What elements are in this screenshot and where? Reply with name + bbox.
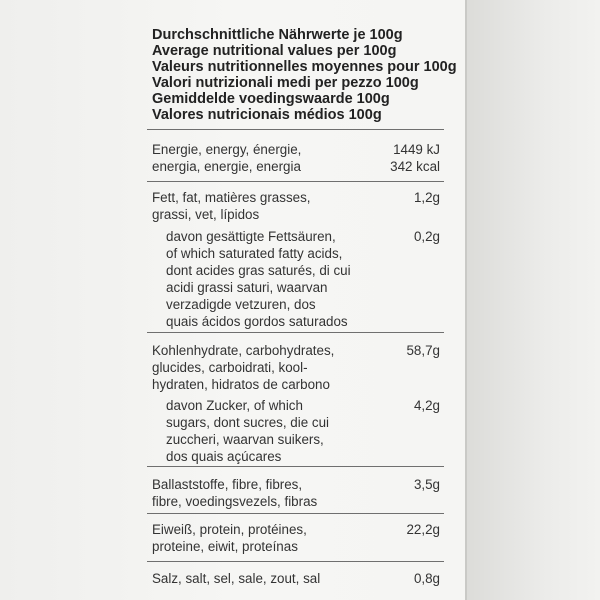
row-salt [152, 570, 440, 587]
divider-rule [147, 466, 444, 467]
saturates-value: 0,2g [413, 229, 440, 244]
energy-value [390, 141, 440, 175]
protein-label-line: Eiweiß, protein, protéines, [152, 522, 307, 537]
header-line-fr: Valeurs nutritionnelles moyennes pour 100g [152, 59, 457, 75]
salt-value: 0,8g [413, 571, 440, 586]
package-fold-edge [465, 0, 467, 600]
carbohydrates-label-line: glucides, carboidrati, kool- [152, 360, 308, 375]
package-side-shade [467, 0, 600, 600]
saturates-label-line: verzadigde vetzuren, dos [166, 297, 316, 312]
sugars-label [166, 397, 376, 465]
sugars-label-line: davon Zucker, of which [166, 398, 303, 413]
protein-label-line: proteine, eiwit, proteínas [152, 539, 298, 554]
header-line-nl: Gemiddelde voedingswaarde 100g [152, 91, 390, 107]
carbohydrates-label [152, 342, 372, 393]
energy-label-line: Energie, energy, énergie, [152, 142, 302, 157]
protein-label [152, 521, 372, 555]
energy-label [152, 141, 372, 175]
salt-label-line: Salz, salt, sel, sale, zout, sal [152, 571, 321, 586]
row-fibre [152, 476, 440, 510]
nutrition-header [152, 27, 457, 123]
sugars-value: 4,2g [413, 398, 440, 413]
saturates-label-line: quais ácidos gordos saturados [166, 314, 348, 329]
sugars-label-line: dos quais açúcares [166, 449, 282, 464]
fat-value: 1,2g [413, 190, 440, 205]
carbohydrates-label-line: hydraten, hidratos de carbono [152, 377, 330, 392]
fibre-label [152, 476, 372, 510]
row-fat [152, 189, 440, 223]
header-line-de: Durchschnittliche Nährwerte je 100g [152, 27, 403, 43]
fibre-label-line: fibre, voedingsvezels, fibras [152, 494, 318, 509]
row-protein [152, 521, 440, 555]
energy-kcal: 342 kcal [390, 159, 440, 174]
divider-rule [147, 561, 444, 562]
fat-label-line: grassi, vet, lípidos [152, 207, 260, 222]
row-sugars [166, 397, 440, 465]
protein-value: 22,2g [406, 522, 440, 537]
energy-kj: 1449 kJ [393, 142, 440, 157]
saturates-label-line: dont acides gras saturés, di cui [166, 263, 351, 278]
sugars-label-line: zuccheri, waarvan suikers, [166, 432, 324, 447]
fibre-value: 3,5g [413, 477, 440, 492]
header-line-en: Average nutritional values per 100g [152, 43, 397, 59]
sugars-label-line: sugars, dont sucres, die cui [166, 415, 330, 430]
row-energy [152, 141, 440, 175]
carbohydrates-value: 58,7g [406, 343, 440, 358]
carbohydrates-label-line: Kohlenhydrate, carbohydrates, [152, 343, 335, 358]
header-line-it: Valori nutrizionali medi per pezzo 100g [152, 75, 419, 91]
saturates-label-line: davon gesättigte Fettsäuren, [166, 229, 336, 244]
row-saturates [166, 228, 440, 330]
energy-label-line: energia, energie, energia [152, 159, 301, 174]
divider-rule [147, 332, 444, 333]
fat-label-line: Fett, fat, matières grasses, [152, 190, 311, 205]
saturates-label [166, 228, 376, 330]
salt-label [152, 570, 372, 587]
saturates-label-line: acidi grassi saturi, waarvan [166, 280, 328, 295]
header-line-pt: Valores nutricionais médios 100g [152, 107, 382, 123]
fibre-label-line: Ballaststoffe, fibre, fibres, [152, 477, 303, 492]
divider-rule [147, 181, 444, 182]
divider-rule [147, 129, 444, 130]
saturates-label-line: of which saturated fatty acids, [166, 246, 343, 261]
fat-label [152, 189, 372, 223]
row-carbohydrates [152, 342, 440, 393]
divider-rule [147, 513, 444, 514]
